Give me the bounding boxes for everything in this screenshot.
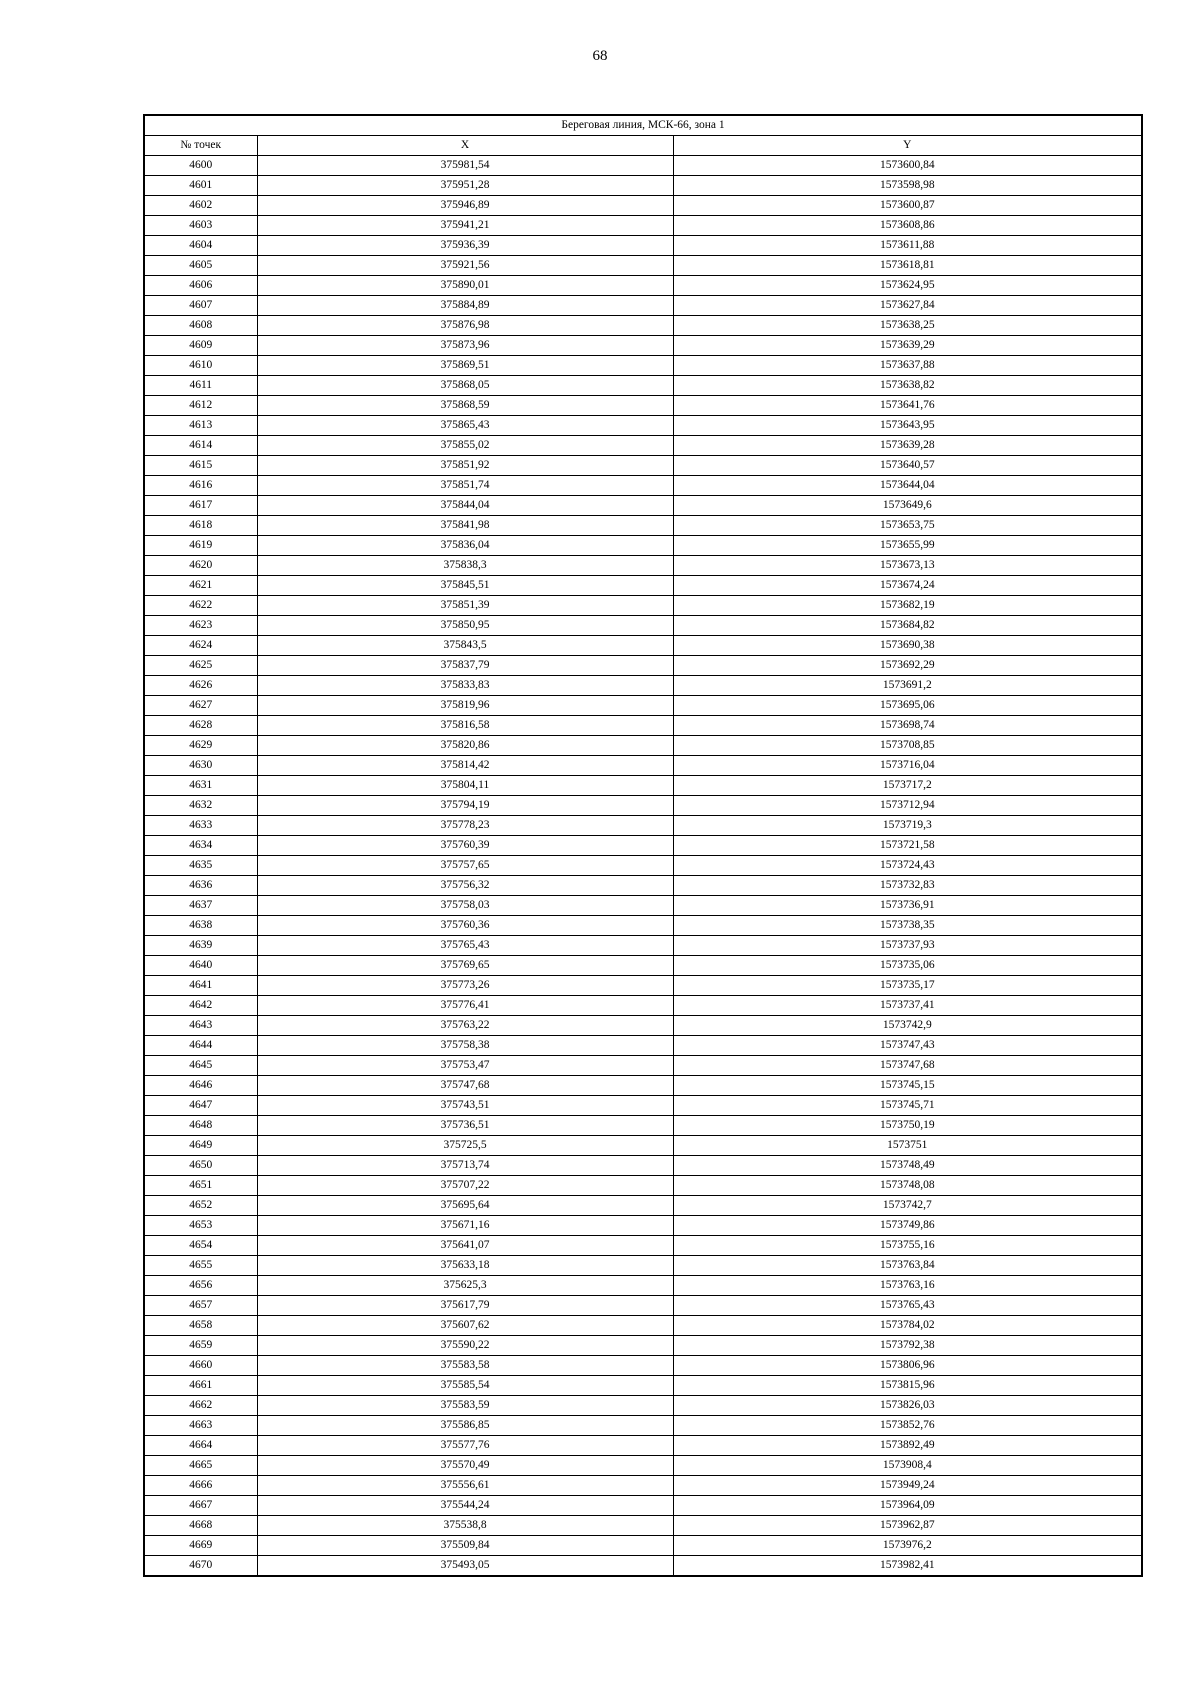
table-row xyxy=(144,1276,1142,1296)
point-number-cell: 4638 xyxy=(144,916,257,936)
x-coordinate-cell: 375876,98 xyxy=(257,316,673,336)
x-coordinate-cell: 375760,39 xyxy=(257,836,673,856)
x-coordinate-cell: 375641,07 xyxy=(257,1236,673,1256)
x-coordinate-cell: 375869,51 xyxy=(257,356,673,376)
table-row xyxy=(144,1176,1142,1196)
point-number-cell: 4639 xyxy=(144,936,257,956)
x-coordinate-cell: 375757,65 xyxy=(257,856,673,876)
y-coordinate-cell: 1573747,68 xyxy=(673,1056,1142,1076)
x-coordinate-cell: 375838,3 xyxy=(257,556,673,576)
table-row xyxy=(144,1556,1142,1577)
x-coordinate-cell: 375538,8 xyxy=(257,1516,673,1536)
x-coordinate-cell: 375865,43 xyxy=(257,416,673,436)
x-coordinate-cell: 375695,64 xyxy=(257,1196,673,1216)
x-coordinate-cell: 375819,96 xyxy=(257,696,673,716)
y-coordinate-cell: 1573638,25 xyxy=(673,316,1142,336)
x-coordinate-cell: 375936,39 xyxy=(257,236,673,256)
table-row xyxy=(144,396,1142,416)
point-number-cell: 4607 xyxy=(144,296,257,316)
point-number-cell: 4653 xyxy=(144,1216,257,1236)
y-coordinate-cell: 1573745,71 xyxy=(673,1096,1142,1116)
table-row xyxy=(144,316,1142,336)
point-number-cell: 4636 xyxy=(144,876,257,896)
table-row xyxy=(144,716,1142,736)
point-number-cell: 4649 xyxy=(144,1136,257,1156)
point-number-cell: 4630 xyxy=(144,756,257,776)
y-coordinate-cell: 1573815,96 xyxy=(673,1376,1142,1396)
y-coordinate-cell: 1573735,06 xyxy=(673,956,1142,976)
point-number-cell: 4667 xyxy=(144,1496,257,1516)
table-row xyxy=(144,1456,1142,1476)
x-coordinate-cell: 375671,16 xyxy=(257,1216,673,1236)
point-number-cell: 4670 xyxy=(144,1556,257,1577)
coordinates-table xyxy=(143,114,1143,1577)
point-number-cell: 4631 xyxy=(144,776,257,796)
point-number-cell: 4617 xyxy=(144,496,257,516)
table-row xyxy=(144,1476,1142,1496)
y-coordinate-cell: 1573784,02 xyxy=(673,1316,1142,1336)
point-number-cell: 4668 xyxy=(144,1516,257,1536)
y-coordinate-cell: 1573749,86 xyxy=(673,1216,1142,1236)
x-coordinate-cell: 375769,65 xyxy=(257,956,673,976)
table-row xyxy=(144,1416,1142,1436)
y-coordinate-cell: 1573674,24 xyxy=(673,576,1142,596)
table-row xyxy=(144,336,1142,356)
y-coordinate-cell: 1573765,43 xyxy=(673,1296,1142,1316)
x-coordinate-cell: 375607,62 xyxy=(257,1316,673,1336)
y-coordinate-cell: 1573738,35 xyxy=(673,916,1142,936)
x-coordinate-cell: 375851,39 xyxy=(257,596,673,616)
table-row xyxy=(144,1136,1142,1156)
y-coordinate-cell: 1573763,16 xyxy=(673,1276,1142,1296)
point-number-cell: 4608 xyxy=(144,316,257,336)
y-coordinate-cell: 1573763,84 xyxy=(673,1256,1142,1276)
x-coordinate-cell: 375713,74 xyxy=(257,1156,673,1176)
x-coordinate-cell: 375544,24 xyxy=(257,1496,673,1516)
x-coordinate-cell: 375747,68 xyxy=(257,1076,673,1096)
table-row xyxy=(144,1196,1142,1216)
table-row xyxy=(144,536,1142,556)
point-number-cell: 4628 xyxy=(144,716,257,736)
table-row xyxy=(144,676,1142,696)
table-row xyxy=(144,1296,1142,1316)
table-row xyxy=(144,1256,1142,1276)
table-row xyxy=(144,1396,1142,1416)
y-coordinate-cell: 1573748,08 xyxy=(673,1176,1142,1196)
x-coordinate-cell: 375843,5 xyxy=(257,636,673,656)
table-title-row xyxy=(144,115,1142,136)
x-coordinate-cell: 375845,51 xyxy=(257,576,673,596)
x-coordinate-cell: 375736,51 xyxy=(257,1116,673,1136)
point-number-cell: 4648 xyxy=(144,1116,257,1136)
point-number-cell: 4662 xyxy=(144,1396,257,1416)
table-row xyxy=(144,956,1142,976)
point-number-cell: 4644 xyxy=(144,1036,257,1056)
y-coordinate-cell: 1573712,94 xyxy=(673,796,1142,816)
point-number-cell: 4651 xyxy=(144,1176,257,1196)
x-coordinate-cell: 375743,51 xyxy=(257,1096,673,1116)
x-coordinate-cell: 375758,03 xyxy=(257,896,673,916)
x-coordinate-cell: 375841,98 xyxy=(257,516,673,536)
y-coordinate-cell: 1573608,86 xyxy=(673,216,1142,236)
x-coordinate-cell: 375753,47 xyxy=(257,1056,673,1076)
table-row xyxy=(144,596,1142,616)
x-coordinate-cell: 375851,92 xyxy=(257,456,673,476)
table-row xyxy=(144,1336,1142,1356)
y-coordinate-cell: 1573637,88 xyxy=(673,356,1142,376)
point-number-cell: 4641 xyxy=(144,976,257,996)
point-number-cell: 4611 xyxy=(144,376,257,396)
x-coordinate-cell: 375585,54 xyxy=(257,1376,673,1396)
point-number-cell: 4633 xyxy=(144,816,257,836)
point-number-cell: 4624 xyxy=(144,636,257,656)
table-row xyxy=(144,1376,1142,1396)
y-coordinate-cell: 1573717,2 xyxy=(673,776,1142,796)
x-coordinate-cell: 375556,61 xyxy=(257,1476,673,1496)
point-number-cell: 4600 xyxy=(144,156,257,176)
point-number-cell: 4634 xyxy=(144,836,257,856)
x-coordinate-cell: 375890,01 xyxy=(257,276,673,296)
y-coordinate-cell: 1573908,4 xyxy=(673,1456,1142,1476)
y-coordinate-cell: 1573745,15 xyxy=(673,1076,1142,1096)
point-number-cell: 4613 xyxy=(144,416,257,436)
table-row xyxy=(144,576,1142,596)
table-row xyxy=(144,176,1142,196)
table-row xyxy=(144,1496,1142,1516)
point-number-cell: 4614 xyxy=(144,436,257,456)
y-coordinate-cell: 1573695,06 xyxy=(673,696,1142,716)
y-coordinate-cell: 1573806,96 xyxy=(673,1356,1142,1376)
point-number-cell: 4620 xyxy=(144,556,257,576)
x-coordinate-cell: 375851,74 xyxy=(257,476,673,496)
x-coordinate-cell: 375773,26 xyxy=(257,976,673,996)
point-number-cell: 4643 xyxy=(144,1016,257,1036)
point-number-cell: 4659 xyxy=(144,1336,257,1356)
x-coordinate-cell: 375778,23 xyxy=(257,816,673,836)
y-coordinate-cell: 1573673,13 xyxy=(673,556,1142,576)
table-header-row xyxy=(144,136,1142,156)
y-coordinate-cell: 1573742,7 xyxy=(673,1196,1142,1216)
table-row xyxy=(144,876,1142,896)
x-coordinate-cell: 375583,59 xyxy=(257,1396,673,1416)
point-number-cell: 4669 xyxy=(144,1536,257,1556)
point-number-cell: 4635 xyxy=(144,856,257,876)
table-row xyxy=(144,436,1142,456)
table-row xyxy=(144,216,1142,236)
y-coordinate-cell: 1573716,04 xyxy=(673,756,1142,776)
point-number-cell: 4602 xyxy=(144,196,257,216)
y-coordinate-cell: 1573747,43 xyxy=(673,1036,1142,1056)
table-row xyxy=(144,416,1142,436)
table-row xyxy=(144,916,1142,936)
y-coordinate-cell: 1573852,76 xyxy=(673,1416,1142,1436)
x-coordinate-cell: 375763,22 xyxy=(257,1016,673,1036)
x-coordinate-cell: 375941,21 xyxy=(257,216,673,236)
point-number-cell: 4612 xyxy=(144,396,257,416)
x-coordinate-cell: 375833,83 xyxy=(257,676,673,696)
point-number-cell: 4663 xyxy=(144,1416,257,1436)
x-coordinate-cell: 375951,28 xyxy=(257,176,673,196)
x-coordinate-cell: 375844,04 xyxy=(257,496,673,516)
table-row xyxy=(144,236,1142,256)
point-number-cell: 4661 xyxy=(144,1376,257,1396)
table-row xyxy=(144,1316,1142,1336)
point-number-cell: 4605 xyxy=(144,256,257,276)
table-row xyxy=(144,1036,1142,1056)
column-header-y: Y xyxy=(673,136,1142,156)
y-coordinate-cell: 1573600,84 xyxy=(673,156,1142,176)
point-number-cell: 4646 xyxy=(144,1076,257,1096)
point-number-cell: 4609 xyxy=(144,336,257,356)
table-row xyxy=(144,1436,1142,1456)
y-coordinate-cell: 1573737,41 xyxy=(673,996,1142,1016)
x-coordinate-cell: 375758,38 xyxy=(257,1036,673,1056)
table-row xyxy=(144,616,1142,636)
point-number-cell: 4652 xyxy=(144,1196,257,1216)
y-coordinate-cell: 1573639,29 xyxy=(673,336,1142,356)
table-row xyxy=(144,1216,1142,1236)
table-row xyxy=(144,516,1142,536)
x-coordinate-cell: 375583,58 xyxy=(257,1356,673,1376)
x-coordinate-cell: 375765,43 xyxy=(257,936,673,956)
y-coordinate-cell: 1573962,87 xyxy=(673,1516,1142,1536)
y-coordinate-cell: 1573724,43 xyxy=(673,856,1142,876)
table-row xyxy=(144,1056,1142,1076)
y-coordinate-cell: 1573721,58 xyxy=(673,836,1142,856)
point-number-cell: 4604 xyxy=(144,236,257,256)
point-number-cell: 4656 xyxy=(144,1276,257,1296)
x-coordinate-cell: 375873,96 xyxy=(257,336,673,356)
table-row xyxy=(144,636,1142,656)
y-coordinate-cell: 1573624,95 xyxy=(673,276,1142,296)
y-coordinate-cell: 1573638,82 xyxy=(673,376,1142,396)
x-coordinate-cell: 375590,22 xyxy=(257,1336,673,1356)
x-coordinate-cell: 375625,3 xyxy=(257,1276,673,1296)
y-coordinate-cell: 1573641,76 xyxy=(673,396,1142,416)
table-row xyxy=(144,1096,1142,1116)
y-coordinate-cell: 1573690,38 xyxy=(673,636,1142,656)
table-row xyxy=(144,816,1142,836)
y-coordinate-cell: 1573708,85 xyxy=(673,736,1142,756)
y-coordinate-cell: 1573892,49 xyxy=(673,1436,1142,1456)
table-row xyxy=(144,696,1142,716)
y-coordinate-cell: 1573742,9 xyxy=(673,1016,1142,1036)
point-number-cell: 4610 xyxy=(144,356,257,376)
point-number-cell: 4655 xyxy=(144,1256,257,1276)
y-coordinate-cell: 1573732,83 xyxy=(673,876,1142,896)
table-row xyxy=(144,836,1142,856)
y-coordinate-cell: 1573748,49 xyxy=(673,1156,1142,1176)
y-coordinate-cell: 1573644,04 xyxy=(673,476,1142,496)
table-row xyxy=(144,856,1142,876)
x-coordinate-cell: 375617,79 xyxy=(257,1296,673,1316)
x-coordinate-cell: 375756,32 xyxy=(257,876,673,896)
y-coordinate-cell: 1573755,16 xyxy=(673,1236,1142,1256)
y-coordinate-cell: 1573692,29 xyxy=(673,656,1142,676)
table-row xyxy=(144,656,1142,676)
table-row xyxy=(144,556,1142,576)
point-number-cell: 4650 xyxy=(144,1156,257,1176)
point-number-cell: 4606 xyxy=(144,276,257,296)
point-number-cell: 4640 xyxy=(144,956,257,976)
table-row xyxy=(144,896,1142,916)
y-coordinate-cell: 1573598,98 xyxy=(673,176,1142,196)
y-coordinate-cell: 1573751 xyxy=(673,1136,1142,1156)
x-coordinate-cell: 375804,11 xyxy=(257,776,673,796)
point-number-cell: 4647 xyxy=(144,1096,257,1116)
point-number-cell: 4622 xyxy=(144,596,257,616)
y-coordinate-cell: 1573682,19 xyxy=(673,596,1142,616)
column-header-point-number: № точек xyxy=(144,136,257,156)
table-row xyxy=(144,1016,1142,1036)
x-coordinate-cell: 375816,58 xyxy=(257,716,673,736)
y-coordinate-cell: 1573735,17 xyxy=(673,976,1142,996)
y-coordinate-cell: 1573750,19 xyxy=(673,1116,1142,1136)
point-number-cell: 4660 xyxy=(144,1356,257,1376)
table-row xyxy=(144,736,1142,756)
y-coordinate-cell: 1573982,41 xyxy=(673,1556,1142,1577)
x-coordinate-cell: 375776,41 xyxy=(257,996,673,1016)
y-coordinate-cell: 1573653,75 xyxy=(673,516,1142,536)
point-number-cell: 4642 xyxy=(144,996,257,1016)
table-row xyxy=(144,1076,1142,1096)
table-row xyxy=(144,256,1142,276)
y-coordinate-cell: 1573976,2 xyxy=(673,1536,1142,1556)
x-coordinate-cell: 375725,5 xyxy=(257,1136,673,1156)
point-number-cell: 4621 xyxy=(144,576,257,596)
table-row xyxy=(144,796,1142,816)
y-coordinate-cell: 1573949,24 xyxy=(673,1476,1142,1496)
point-number-cell: 4664 xyxy=(144,1436,257,1456)
y-coordinate-cell: 1573627,84 xyxy=(673,296,1142,316)
x-coordinate-cell: 375868,59 xyxy=(257,396,673,416)
x-coordinate-cell: 375836,04 xyxy=(257,536,673,556)
x-coordinate-cell: 375633,18 xyxy=(257,1256,673,1276)
x-coordinate-cell: 375577,76 xyxy=(257,1436,673,1456)
point-number-cell: 4666 xyxy=(144,1476,257,1496)
y-coordinate-cell: 1573640,57 xyxy=(673,456,1142,476)
x-coordinate-cell: 375868,05 xyxy=(257,376,673,396)
point-number-cell: 4629 xyxy=(144,736,257,756)
y-coordinate-cell: 1573964,09 xyxy=(673,1496,1142,1516)
y-coordinate-cell: 1573684,82 xyxy=(673,616,1142,636)
point-number-cell: 4615 xyxy=(144,456,257,476)
x-coordinate-cell: 375837,79 xyxy=(257,656,673,676)
x-coordinate-cell: 375981,54 xyxy=(257,156,673,176)
y-coordinate-cell: 1573655,99 xyxy=(673,536,1142,556)
table-row xyxy=(144,276,1142,296)
x-coordinate-cell: 375884,89 xyxy=(257,296,673,316)
table-row xyxy=(144,456,1142,476)
x-coordinate-cell: 375946,89 xyxy=(257,196,673,216)
table-row xyxy=(144,356,1142,376)
y-coordinate-cell: 1573643,95 xyxy=(673,416,1142,436)
table-row xyxy=(144,376,1142,396)
x-coordinate-cell: 375707,22 xyxy=(257,1176,673,1196)
y-coordinate-cell: 1573649,6 xyxy=(673,496,1142,516)
y-coordinate-cell: 1573611,88 xyxy=(673,236,1142,256)
x-coordinate-cell: 375760,36 xyxy=(257,916,673,936)
y-coordinate-cell: 1573698,74 xyxy=(673,716,1142,736)
point-number-cell: 4603 xyxy=(144,216,257,236)
x-coordinate-cell: 375921,56 xyxy=(257,256,673,276)
table-row xyxy=(144,1356,1142,1376)
y-coordinate-cell: 1573639,28 xyxy=(673,436,1142,456)
point-number-cell: 4654 xyxy=(144,1236,257,1256)
x-coordinate-cell: 375493,05 xyxy=(257,1556,673,1577)
x-coordinate-cell: 375586,85 xyxy=(257,1416,673,1436)
table-row xyxy=(144,936,1142,956)
table-row xyxy=(144,1536,1142,1556)
table-row xyxy=(144,296,1142,316)
x-coordinate-cell: 375794,19 xyxy=(257,796,673,816)
y-coordinate-cell: 1573618,81 xyxy=(673,256,1142,276)
table-row xyxy=(144,196,1142,216)
table-row xyxy=(144,156,1142,176)
table-title: Береговая линия, МСК-66, зона 1 xyxy=(144,115,1142,136)
point-number-cell: 4601 xyxy=(144,176,257,196)
table-row xyxy=(144,476,1142,496)
x-coordinate-cell: 375814,42 xyxy=(257,756,673,776)
table-row xyxy=(144,756,1142,776)
point-number-cell: 4616 xyxy=(144,476,257,496)
y-coordinate-cell: 1573600,87 xyxy=(673,196,1142,216)
table-row xyxy=(144,496,1142,516)
point-number-cell: 4658 xyxy=(144,1316,257,1336)
y-coordinate-cell: 1573691,2 xyxy=(673,676,1142,696)
x-coordinate-cell: 375850,95 xyxy=(257,616,673,636)
table-row xyxy=(144,776,1142,796)
point-number-cell: 4637 xyxy=(144,896,257,916)
y-coordinate-cell: 1573826,03 xyxy=(673,1396,1142,1416)
x-coordinate-cell: 375820,86 xyxy=(257,736,673,756)
page-number: 68 xyxy=(592,48,608,64)
x-coordinate-cell: 375570,49 xyxy=(257,1456,673,1476)
y-coordinate-cell: 1573719,3 xyxy=(673,816,1142,836)
y-coordinate-cell: 1573737,93 xyxy=(673,936,1142,956)
table-row xyxy=(144,1156,1142,1176)
x-coordinate-cell: 375855,02 xyxy=(257,436,673,456)
point-number-cell: 4627 xyxy=(144,696,257,716)
x-coordinate-cell: 375509,84 xyxy=(257,1536,673,1556)
table-row xyxy=(144,996,1142,1016)
point-number-cell: 4623 xyxy=(144,616,257,636)
table-row xyxy=(144,1516,1142,1536)
table-row xyxy=(144,1116,1142,1136)
table-body xyxy=(144,156,1142,1577)
point-number-cell: 4657 xyxy=(144,1296,257,1316)
y-coordinate-cell: 1573736,91 xyxy=(673,896,1142,916)
point-number-cell: 4665 xyxy=(144,1456,257,1476)
column-header-x: X xyxy=(257,136,673,156)
table-row xyxy=(144,976,1142,996)
point-number-cell: 4626 xyxy=(144,676,257,696)
point-number-cell: 4619 xyxy=(144,536,257,556)
point-number-cell: 4625 xyxy=(144,656,257,676)
table-row xyxy=(144,1236,1142,1256)
point-number-cell: 4618 xyxy=(144,516,257,536)
point-number-cell: 4645 xyxy=(144,1056,257,1076)
point-number-cell: 4632 xyxy=(144,796,257,816)
y-coordinate-cell: 1573792,38 xyxy=(673,1336,1142,1356)
